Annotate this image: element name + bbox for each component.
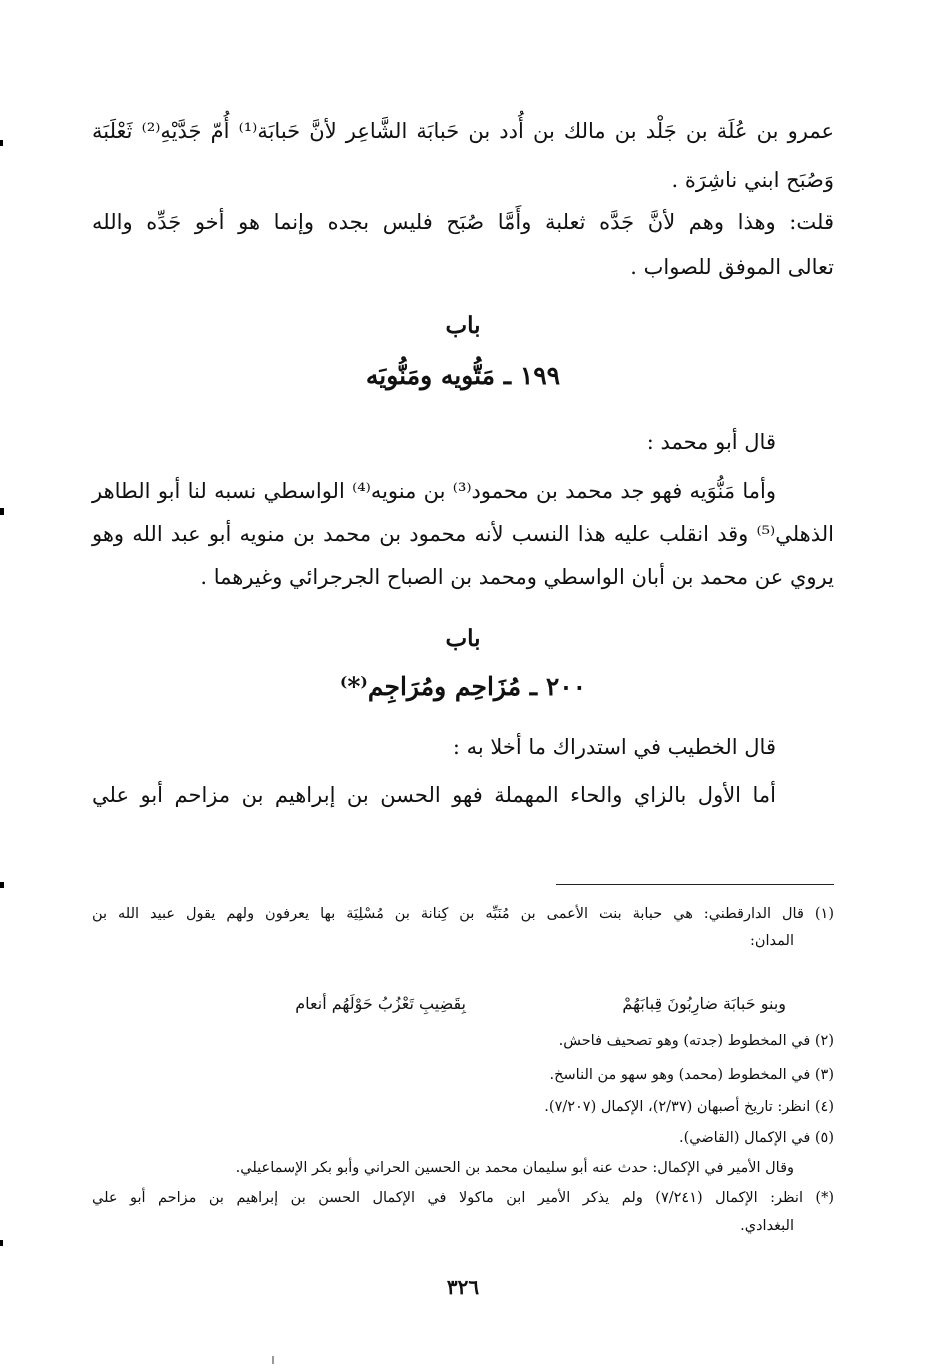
scan-mark: [0, 1240, 3, 1246]
section-label: باب: [445, 625, 481, 652]
footnote-line: المدان:: [749, 933, 794, 949]
footnote-separator: [556, 884, 834, 885]
page-number: ٣٢٦: [446, 1275, 480, 1299]
footnote-line: (٤) انظر: تاريخ أصبهان (٢/٣٧)، الإكمال (٧/٢٠٧).: [544, 1099, 834, 1115]
verse-first-hemistich: وبنو حَبابَة ضارِبُونَ قِبابَهُمْ: [622, 994, 786, 1013]
footnote-line: البغدادي.: [740, 1218, 794, 1234]
footnote-line: (*) انظر: الإكمال (٧/٢٤١) ولم يذكر الأمير ابن ماكولا في الإكمال الحسن بن إبراهيم بن مزاحم أبو علي: [92, 1190, 834, 1206]
paragraph-line: يروي عن محمد بن أبان الواسطي ومحمد بن الصباح الجرجرائي وغيرهما .: [200, 565, 834, 589]
paragraph-line: وأما مَنُّوَيه فهو جد محمد بن محمود⁽³⁾ بن منويه⁽⁴⁾ الواسطي نسبه لنا أبو الطاهر: [92, 479, 776, 503]
paragraph-line: أما الأول بالزاي والحاء المهملة فهو الحسن بن إبراهيم بن مزاحم أبو علي: [92, 783, 776, 807]
footnote-line: (٥) في الإكمال (القاضي).: [678, 1130, 834, 1146]
section-title: ٢٠٠ ـ مُزَاحِم ومُرَاجِم⁽*⁾: [339, 672, 587, 701]
scan-mark: [272, 1356, 274, 1364]
paragraph-line: الذهلي⁽⁵⁾ وقد انقلب عليه هذا النسب لأنه محمود بن محمد بن منويه أبو عبد الله وهو: [92, 522, 834, 546]
paragraph-line: وَصُبَح ابني ناشِرَة .: [671, 168, 834, 192]
footnote-line: (١) قال الدارقطني: هي حبابة بنت الأعمى بن مُنَبِّه بن كِنانة بن مُسْلِيَة بها يعرفون ولهم يقول عبيد الله بن: [92, 906, 834, 922]
verse-second-hemistich: بِقَضِيبِ تَعْزُبُ حَوْلَهُم أنعام: [295, 994, 466, 1013]
section-title: ١٩٩ ـ مَتُّويه ومَنُّويَه: [365, 361, 561, 390]
footnote-line: (٢) في المخطوط (جدته) وهو تصحيف فاحش.: [558, 1033, 834, 1049]
section-label: باب: [445, 312, 481, 339]
scan-mark: [0, 140, 3, 146]
footnote-line: وقال الأمير في الإكمال: حدث عنه أبو سليمان محمد بن الحسين الحراني وأبو بكر الإسماعيلي.: [235, 1160, 794, 1176]
footnote-line: (٣) في المخطوط (محمد) وهو سهو من الناسخ.: [549, 1067, 834, 1083]
paragraph-line: قال أبو محمد :: [646, 430, 776, 454]
scan-mark: [0, 882, 4, 888]
paragraph-line: عمرو بن عُلَة بن جَلْد بن مالك بن أُدد بن حَبابَة الشَّاعِر لأنَّ حَبابَة⁽¹⁾ أُمّ جَدَّيْهِ⁽²⁾ ثَعْلَبَة: [92, 119, 834, 143]
paragraph-line: قال الخطيب في استدراك ما أخلا به :: [452, 735, 776, 759]
paragraph-line: تعالى الموفق للصواب .: [630, 255, 834, 279]
paragraph-line: قلت: وهذا وهم لأنَّ جَدَّه ثعلبة وأَمَّا صُبَح فليس بجده وإنما هو أخو جَدِّه والله: [92, 210, 834, 234]
scan-mark: [0, 508, 4, 515]
